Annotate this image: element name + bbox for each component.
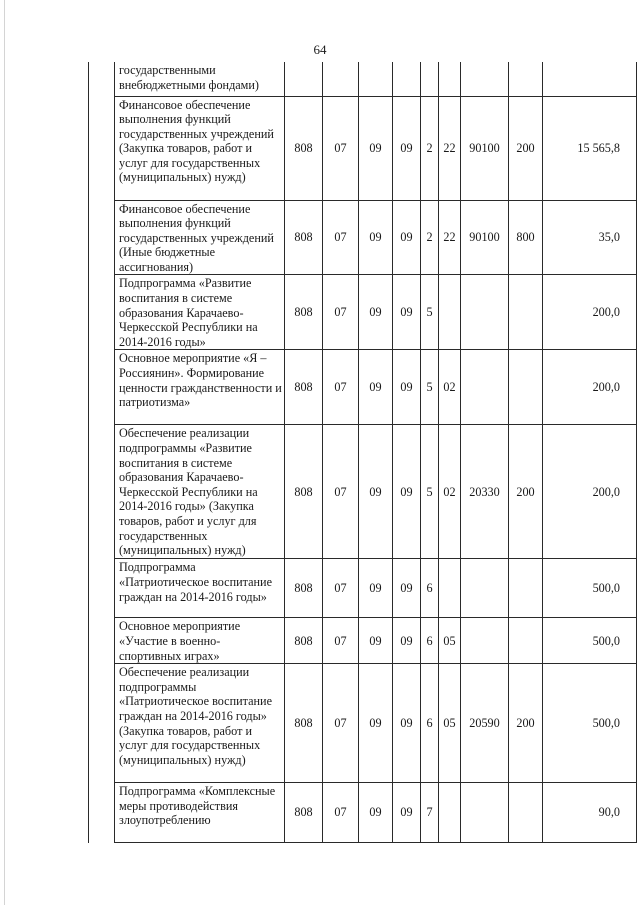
row-index-cell [89, 96, 115, 200]
program-code-cell: 09 [393, 200, 421, 275]
table-row [89, 275, 637, 350]
program-code-cell: 09 [393, 96, 421, 200]
section-code-cell: 07 [323, 96, 359, 200]
row-index-cell [89, 664, 115, 783]
subprogram-code-cell: 5 [421, 275, 439, 350]
expense-type-cell: 200 [509, 664, 543, 783]
program-code-cell: 09 [393, 350, 421, 425]
item-name-cell: Обеспечение реализации подпрограммы «Патриотическое воспитание граждан на 2014-2016 годы» (Закупка товаров, работ и услуг для государственных (муниципальных) нужд) [115, 664, 285, 783]
amount-cell: 500,0 [543, 618, 637, 664]
subprogram-code-cell: 2 [421, 200, 439, 275]
budget-table [88, 62, 637, 843]
page-edge-line [4, 0, 5, 905]
expense-type-cell: 200 [509, 425, 543, 559]
amount-cell: 500,0 [543, 664, 637, 783]
section-code-cell: 07 [323, 425, 359, 559]
program-code-cell: 09 [393, 618, 421, 664]
section-code-cell: 07 [323, 618, 359, 664]
direction-code-cell [461, 559, 509, 618]
subsection-code-cell: 09 [359, 618, 393, 664]
section-code-cell [323, 62, 359, 96]
table-row [89, 200, 637, 275]
item-name-cell: Подпрограмма «Развитие воспитания в системе образования Карачаево-Черкесской Республики на 2014-2016 годы» [115, 275, 285, 350]
measure-code-cell [439, 783, 461, 843]
table-row [89, 62, 637, 96]
table-row [89, 350, 637, 425]
amount-cell: 90,0 [543, 783, 637, 843]
table-row [89, 664, 637, 783]
subprogram-code-cell: 6 [421, 559, 439, 618]
expense-type-cell [509, 559, 543, 618]
subprogram-code-cell [421, 62, 439, 96]
measure-code-cell: 02 [439, 350, 461, 425]
item-name-cell: Основное мероприятие «Я – Россиянин». Формирование ценности гражданственности и патриотизма» [115, 350, 285, 425]
subsection-code-cell: 09 [359, 275, 393, 350]
expense-type-cell: 800 [509, 200, 543, 275]
subsection-code-cell: 09 [359, 425, 393, 559]
direction-code-cell [461, 350, 509, 425]
item-name-cell: Обеспечение реализации подпрограммы «Развитие воспитания в системе образования Карачаево-Черкесской Республики на 2014-2016 годы» (Закупка товаров, работ и услуг для государственных (муниципальных) нужд) [115, 425, 285, 559]
section-code-cell: 07 [323, 200, 359, 275]
subsection-code-cell: 09 [359, 559, 393, 618]
measure-code-cell: 02 [439, 425, 461, 559]
row-index-cell [89, 618, 115, 664]
measure-code-cell [439, 559, 461, 618]
ved-code-cell: 808 [285, 200, 323, 275]
measure-code-cell: 22 [439, 200, 461, 275]
row-index-cell [89, 783, 115, 843]
ved-code-cell: 808 [285, 350, 323, 425]
expense-type-cell [509, 350, 543, 425]
subprogram-code-cell: 6 [421, 618, 439, 664]
item-name-cell: Финансовое обеспечение выполнения функций государственных учреждений (Иные бюджетные ассигнования) [115, 200, 285, 275]
measure-code-cell: 05 [439, 664, 461, 783]
row-index-cell [89, 62, 115, 96]
subprogram-code-cell: 5 [421, 350, 439, 425]
item-name-cell: государственными внебюджетными фондами) [115, 62, 285, 96]
subprogram-code-cell: 5 [421, 425, 439, 559]
direction-code-cell: 90100 [461, 200, 509, 275]
subsection-code-cell: 09 [359, 96, 393, 200]
item-name-cell: Финансовое обеспечение выполнения функций государственных учреждений (Закупка товаров, работ и услуг для государственных (муниципальных) нужд) [115, 96, 285, 200]
table-row [89, 96, 637, 200]
expense-type-cell: 200 [509, 96, 543, 200]
subsection-code-cell: 09 [359, 200, 393, 275]
ved-code-cell: 808 [285, 275, 323, 350]
subprogram-code-cell: 2 [421, 96, 439, 200]
item-name-cell: Подпрограмма «Комплексные меры противодействия злоупотреблению [115, 783, 285, 843]
table-row [89, 559, 637, 618]
amount-cell: 200,0 [543, 350, 637, 425]
program-code-cell: 09 [393, 275, 421, 350]
budget-table-body [89, 62, 637, 843]
item-name-cell: Основное мероприятие «Участие в военно-спортивных играх» [115, 618, 285, 664]
direction-code-cell: 90100 [461, 96, 509, 200]
row-index-cell [89, 275, 115, 350]
direction-code-cell [461, 275, 509, 350]
program-code-cell: 09 [393, 664, 421, 783]
expense-type-cell [509, 62, 543, 96]
amount-cell: 500,0 [543, 559, 637, 618]
page-number: 64 [313, 42, 327, 57]
direction-code-cell: 20330 [461, 425, 509, 559]
program-code-cell: 09 [393, 425, 421, 559]
amount-cell [543, 62, 637, 96]
ved-code-cell: 808 [285, 618, 323, 664]
measure-code-cell: 22 [439, 96, 461, 200]
table-row [89, 425, 637, 559]
direction-code-cell [461, 783, 509, 843]
amount-cell: 15 565,8 [543, 96, 637, 200]
table-row [89, 783, 637, 843]
measure-code-cell [439, 275, 461, 350]
direction-code-cell [461, 618, 509, 664]
item-name-cell: Подпрограмма «Патриотическое воспитание граждан на 2014-2016 годы» [115, 559, 285, 618]
expense-type-cell [509, 783, 543, 843]
row-index-cell [89, 425, 115, 559]
ved-code-cell: 808 [285, 783, 323, 843]
section-code-cell: 07 [323, 350, 359, 425]
section-code-cell: 07 [323, 559, 359, 618]
expense-type-cell [509, 275, 543, 350]
row-index-cell [89, 350, 115, 425]
row-index-cell [89, 200, 115, 275]
ved-code-cell: 808 [285, 559, 323, 618]
subsection-code-cell: 09 [359, 783, 393, 843]
ved-code-cell [285, 62, 323, 96]
direction-code-cell [461, 62, 509, 96]
table-row [89, 618, 637, 664]
row-index-cell [89, 559, 115, 618]
amount-cell: 200,0 [543, 275, 637, 350]
amount-cell: 35,0 [543, 200, 637, 275]
subsection-code-cell: 09 [359, 664, 393, 783]
ved-code-cell: 808 [285, 96, 323, 200]
subsection-code-cell [359, 62, 393, 96]
program-code-cell: 09 [393, 559, 421, 618]
program-code-cell [393, 62, 421, 96]
subsection-code-cell: 09 [359, 350, 393, 425]
expense-type-cell [509, 618, 543, 664]
subprogram-code-cell: 6 [421, 664, 439, 783]
program-code-cell: 09 [393, 783, 421, 843]
direction-code-cell: 20590 [461, 664, 509, 783]
section-code-cell: 07 [323, 664, 359, 783]
amount-cell: 200,0 [543, 425, 637, 559]
ved-code-cell: 808 [285, 664, 323, 783]
ved-code-cell: 808 [285, 425, 323, 559]
measure-code-cell: 05 [439, 618, 461, 664]
measure-code-cell [439, 62, 461, 96]
section-code-cell: 07 [323, 275, 359, 350]
section-code-cell: 07 [323, 783, 359, 843]
subprogram-code-cell: 7 [421, 783, 439, 843]
